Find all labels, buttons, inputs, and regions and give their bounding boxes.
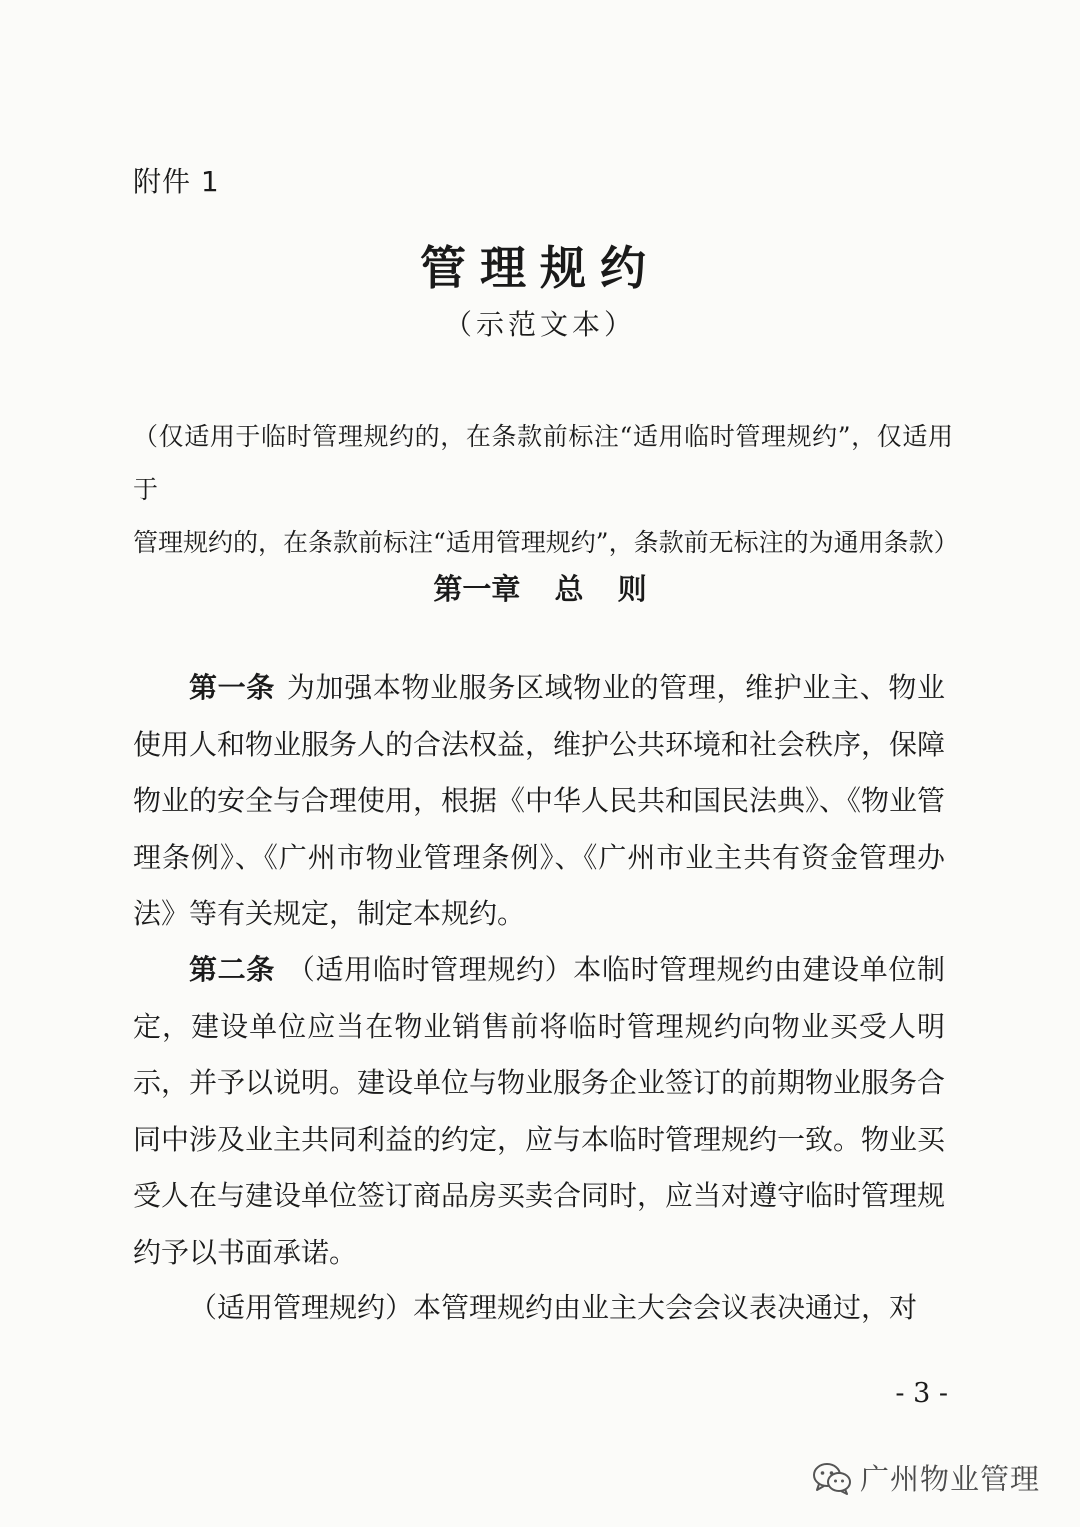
article-label: 第二条 bbox=[189, 953, 275, 986]
watermark bbox=[812, 1457, 1040, 1498]
page-number: - 3 - bbox=[895, 1378, 948, 1409]
note-line: （仅适用于临时管理规约的，在条款前标注“适用临时管理规约”，仅适用于 bbox=[133, 422, 953, 504]
continuation-paragraph: （适用管理规约）本管理规约由业主大会会议表决通过，对 bbox=[189, 1291, 918, 1324]
article-text: （适用临时管理规约）本临时管理规约由建设单位制定，建设单位应当在物业销售前将临时管理规约向物业买受人明示，并予以说明。建设单位与物业服务企业签订的前期物业服务合同中涉及业主共同利益的约定，应与本临时管理规约一致。物业买受人在与建设单位签订商品房买卖合同时，应当对遵守临时管理规约予以书面承诺。 bbox=[133, 953, 946, 1269]
wechat-icon bbox=[812, 1461, 852, 1495]
article-label: 第一条 bbox=[189, 671, 275, 704]
applicability-note bbox=[133, 410, 959, 569]
document-subtitle: （示范文本） bbox=[443, 308, 636, 341]
article-text: 为加强本物业服务区域物业的管理，维护业主、物业使用人和物业服务人的合法权益，维护公共环境和社会秩序，保障物业的安全与合理使用，根据《中华人民共和国民法典》、《物业管理条例》、《广州市物业管理条例》、《广州市业主共有资金管理办法》等有关规定，制定本规约。 bbox=[133, 671, 946, 930]
chapter-heading: 第一章 总 则 bbox=[433, 572, 647, 606]
document-title: 管理规约 bbox=[420, 241, 660, 295]
article-1 bbox=[133, 660, 945, 943]
note-line: 管理规约的，在条款前标注“适用管理规约”，条款前无标注的为通用条款） bbox=[133, 528, 959, 557]
attachment-label: 附件 1 bbox=[133, 165, 220, 198]
article-2 bbox=[133, 942, 945, 1281]
watermark-text: 广州物业管理 bbox=[859, 1462, 1040, 1496]
